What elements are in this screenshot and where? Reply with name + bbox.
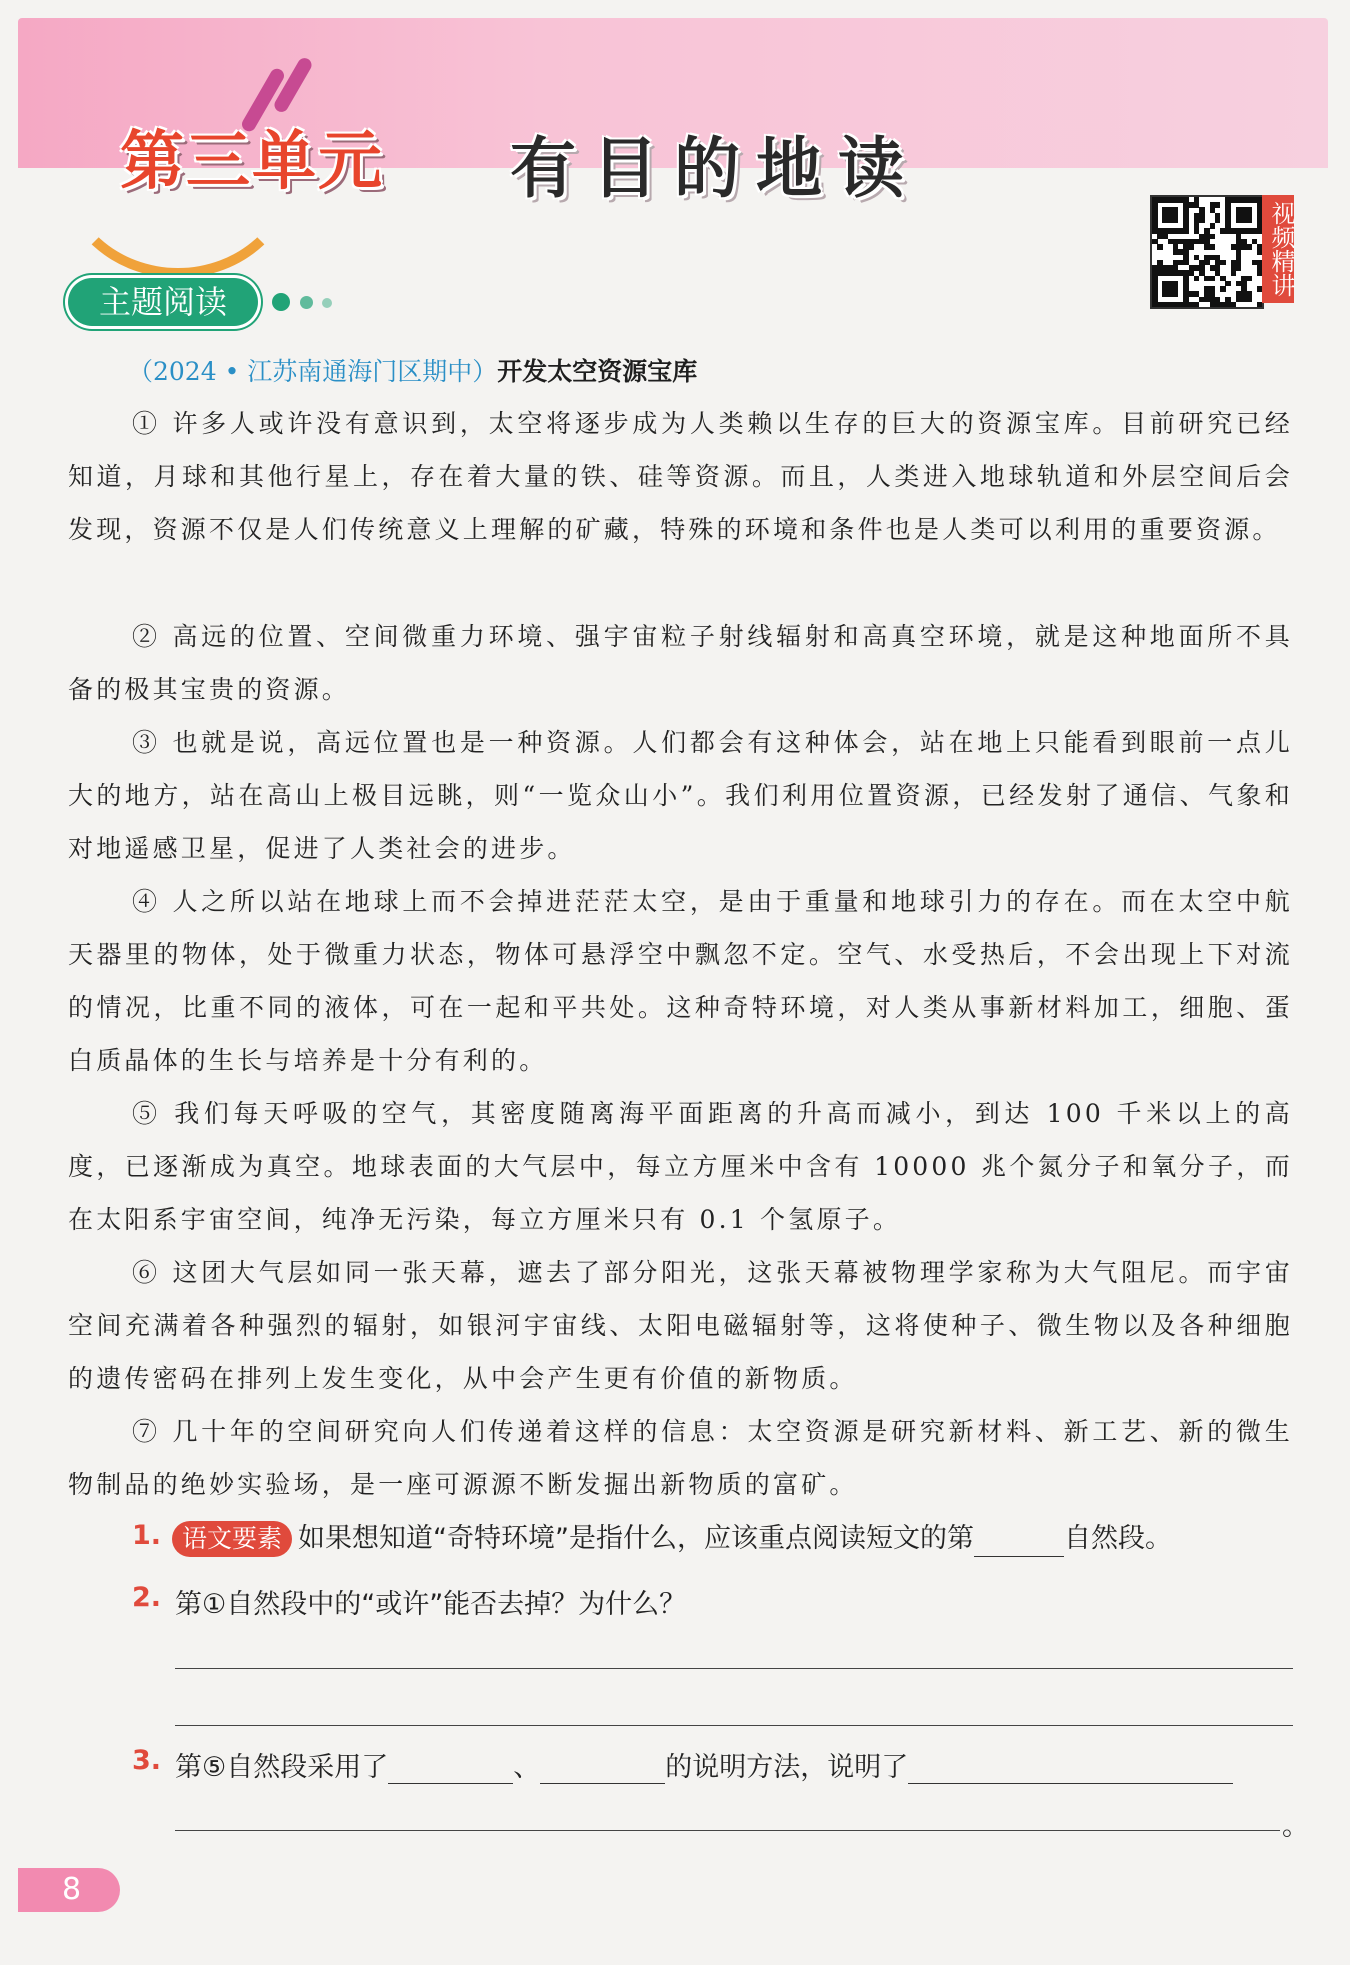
qr-module: [1194, 276, 1200, 282]
paragraph-5: ⑤ 我们每天呼吸的空气，其密度随离海平面距离的升高而减小，到达 100 千米以上的高度，已逐渐成为真空。地球表面的大气层中，每立方厘米中含有 10000 兆个氮分子和氧分子，而在太阳系宇宙空间，纯净无污染，每立方厘米只有 0.1 个氢原子。: [68, 1099, 1293, 1234]
article-source: （2024 • 江苏南通海门区期中）: [128, 357, 498, 386]
unit-name: 有目的地读: [510, 130, 920, 207]
question-3-text-a: 第⑤自然段采用了: [175, 1752, 389, 1783]
question-3-end: 。: [1282, 1811, 1309, 1842]
qr-module: [1173, 291, 1179, 297]
qr-module: [1220, 286, 1226, 292]
paragraph-2: ② 高远的位置、空间微重力环境、强宇宙粒子射线辐射和高真空环境，就是这种地面所不具备的极其宝贵的资源。: [68, 622, 1293, 704]
qr-module: [1220, 260, 1226, 266]
qr-module: [1246, 244, 1252, 250]
unit-label: 第三单元: [120, 125, 384, 199]
question-1-number: 1.: [132, 1520, 162, 1551]
qr-module: [1236, 265, 1242, 271]
answer-blank[interactable]: [974, 1526, 1064, 1557]
qr-module: [1246, 276, 1252, 282]
qr-module: [1246, 297, 1252, 303]
answer-blank[interactable]: [908, 1753, 1233, 1784]
video-lecture-label[interactable]: 视频精讲: [1262, 195, 1294, 303]
question-1-text: 如果想知道“奇特环境”是指什么，应该重点阅读短文的第: [298, 1523, 974, 1554]
question-1: [172, 1516, 1172, 1557]
qr-module: [1231, 270, 1237, 276]
question-2-text: 第①自然段中的“或许”能否去掉？为什么？: [175, 1589, 687, 1620]
qr-module: [1157, 244, 1163, 250]
qr-module: [1183, 228, 1189, 234]
qr-code-icon[interactable]: [1150, 195, 1264, 309]
qr-module: [1215, 218, 1221, 224]
qr-module: [1189, 244, 1195, 250]
article-title: 开发太空资源宝库: [497, 357, 698, 386]
qr-module: [1210, 276, 1216, 282]
page-number: 8: [18, 1868, 120, 1912]
answer-line[interactable]: [175, 1725, 1293, 1726]
question-1-text-end: 自然段。: [1064, 1523, 1172, 1554]
qr-module: [1210, 244, 1216, 250]
paragraph-7: ⑦ 几十年的空间研究向人们传递着这样的信息：太空资源是研究新材料、新工艺、新的微生物制品的绝妙实验场，是一座可源源不断发掘出新物质的富矿。: [68, 1417, 1293, 1499]
question-3: [175, 1745, 1233, 1784]
question-3-number: 3.: [132, 1745, 162, 1776]
answer-line[interactable]: [175, 1830, 1280, 1831]
qr-module: [1199, 218, 1205, 224]
qr-module: [1231, 302, 1237, 308]
qr-module: [1225, 281, 1231, 287]
paragraph-6: ⑥ 这团大气层如同一张天幕，遮去了部分阳光，这张天幕被物理学家称为大气阻尼。而宇宙空间充满着各种强烈的辐射，如银河宇宙线、太阳电磁辐射等，这将使种子、微生物以及各种细胞的遗传密码在排列上发生变化，从中会产生更有价值的新物质。: [68, 1258, 1293, 1393]
decorative-dot: [272, 293, 290, 311]
qr-module: [1173, 218, 1179, 224]
answer-line[interactable]: [175, 1668, 1293, 1669]
paragraph-3: ③ 也就是说，高远位置也是一种资源。人们都会有这种体会，站在地上只能看到眼前一点儿大的地方，站在高山上极目远眺，则“一览众山小”。我们利用位置资源，已经发射了通信、气象和对地遥感卫星，促进了人类社会的进步。: [68, 728, 1293, 863]
question-2-number: 2.: [132, 1582, 162, 1613]
question-3-text-b: 的说明方法，说明了: [665, 1752, 909, 1783]
language-element-tag: 语文要素: [172, 1521, 292, 1557]
question-3-separator: 、: [513, 1752, 541, 1783]
qr-module: [1194, 302, 1200, 308]
section-tag-theme-reading: 主题阅读: [68, 278, 258, 326]
article-heading: [128, 352, 697, 388]
decorative-dot: [322, 298, 332, 308]
paragraph-1: ① 许多人或许没有意识到，太空将逐步成为人类赖以生存的巨大的资源宝库。目前研究已经知道，月球和其他行星上，存在着大量的铁、硅等资源。而且，人类进入地球轨道和外层空间后会发现，资源不仅是人们传统意义上理解的矿藏，特殊的环境和条件也是人类可以利用的重要资源。: [68, 409, 1293, 544]
decorative-dot: [300, 296, 313, 309]
qr-module: [1210, 234, 1216, 240]
qr-module: [1246, 218, 1252, 224]
qr-module: [1210, 223, 1216, 229]
qr-module: [1215, 202, 1221, 208]
answer-blank[interactable]: [540, 1753, 665, 1784]
paragraph-4: ④ 人之所以站在地球上而不会掉进茫茫太空，是由于重量和地球引力的存在。而在太空中航天器里的物体，处于微重力状态，物体可悬浮空中飘忽不定。空气、水受热后，不会出现上下对流的情况，比重不同的液体，可在一起和平共处。这种奇特环境，对人类从事新材料加工，细胞、蛋白质晶体的生长与培养是十分有利的。: [68, 887, 1293, 1075]
answer-blank[interactable]: [388, 1753, 513, 1784]
